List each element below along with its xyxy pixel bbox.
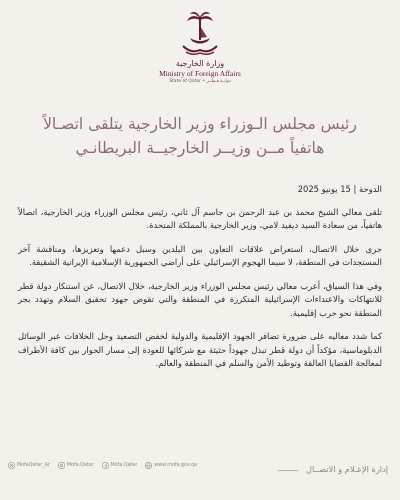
paragraph-4: كما شدد معاليه على ضرورة تضافر الجهود الإقليمية والدولية لخفض التصعيد وحل الخلافات عبر الوسائل الدبلوماسية، مؤكداً أن دولة قطر تبذل جهوداً حثيثة مع شركائها للعودة إلى مسار الحوار بين كافة الأطراف لمعالجة القضايا العالقة وتوطيد الأمن والسلم في المنطقة والعالم. <box>18 331 382 368</box>
press-release-headline <box>20 112 380 160</box>
social-handle-facebook: Mofa.Qatar <box>110 463 138 468</box>
social-handle-instagram: Mofa.Qatar <box>66 463 94 468</box>
headline-line-2: هاتفياً مــن وزيــر الخارجيــة البريطانـي <box>75 139 325 157</box>
social-link-x[interactable] <box>8 462 50 469</box>
article-body <box>18 183 382 381</box>
x-icon <box>8 462 15 469</box>
website-url: www.mofa.gov.qa <box>154 463 197 468</box>
instagram-icon <box>58 462 65 469</box>
department-name: إدارة الإعـلام و الاتصــال <box>306 464 388 474</box>
facebook-icon <box>102 462 109 469</box>
social-handle-x: MofaQatar_Ar <box>17 463 50 468</box>
paragraph-1: تلقى معالي الشيخ محمد بن عبد الرحمن بن جاسم آل ثاني، رئيس مجلس الوزراء وزير الخارجية، اتصالاً هاتفياً، من سعادة السيد ديفيد لامي، وزير الخارجية بالمملكة المتحدة. <box>18 206 382 230</box>
social-links <box>8 462 197 469</box>
state-of-qatar-label: State of Qatar • دولــة قـطــر <box>169 79 231 84</box>
paragraph-3: وفي هذا السياق، أعرب معالي رئيس مجلس الوزراء وزير الخارجية، خلال الاتصال، عن استنكار دولة قطر للانتهاكات والاعتداءات الإسرائيلية المتكررة في المنطقة والتي تقوض جهود تحقيق السلام وتهدد بجر المنطقة نحو حرب إقليمية. <box>18 280 382 318</box>
qatar-emblem-icon <box>177 8 223 58</box>
ministry-name-arabic: وزارة الخارجية <box>175 59 225 68</box>
social-link-facebook[interactable] <box>102 462 138 469</box>
dateline: الدوحة | 15 يونيو 2025 <box>297 184 382 194</box>
paragraph-2: جرى خلال الاتصال، استعراض علاقات التعاون بين البلدين وسبل دعمها وتعزيزها، ومناقشة آخر المستجدات في المنطقة، لا سيما الهجوم الإسرائيلي على أراضي الجمهورية الإسلامية الإيرانية الشقيقة. <box>18 243 382 267</box>
social-link-instagram[interactable] <box>58 462 94 469</box>
ministry-name-english: Ministry of Foreign Affairs <box>159 69 241 78</box>
footer <box>0 450 400 500</box>
globe-icon <box>145 462 152 469</box>
footer-divider <box>278 470 298 471</box>
ministry-logo <box>0 8 400 84</box>
website-link[interactable] <box>145 462 197 469</box>
headline-line-1: رئيس مجلس الـوزراء وزير الخارجية يتلقى اتصـالاً <box>43 115 357 133</box>
